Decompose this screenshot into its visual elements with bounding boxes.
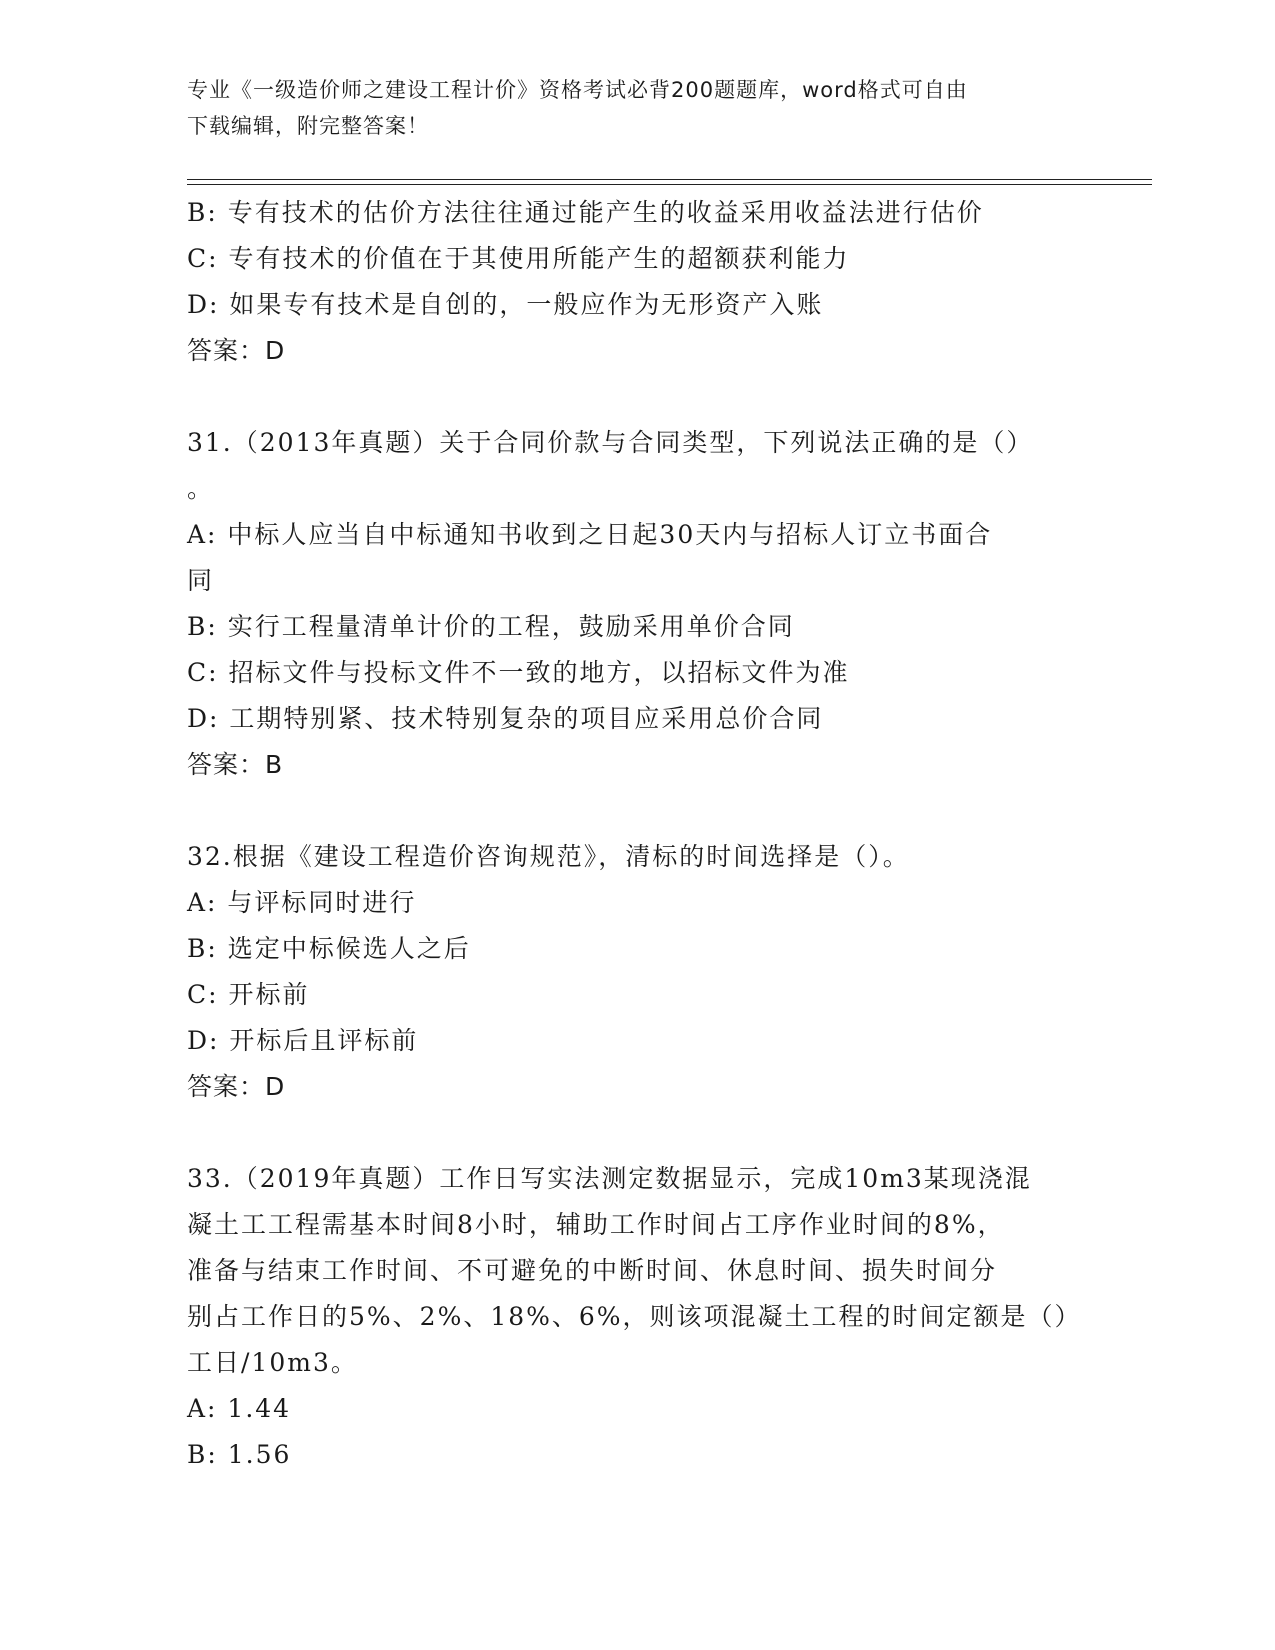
option-c: C: 招标文件与投标文件不一致的地方，以招标文件为准: [187, 658, 850, 687]
option-b: B: 实行工程量清单计价的工程，鼓励采用单价合同: [187, 612, 795, 641]
question-stem-line: 别占工作日的5%、2%、18%、6%，则该项混凝土工程的时间定额是（）: [187, 1302, 1082, 1331]
option-d: D: 如果专有技术是自创的，一般应作为无形资产入账: [187, 290, 824, 319]
option-d: D: 工期特别紧、技术特别复杂的项目应采用总价合同: [187, 704, 824, 733]
option-a: A: 1.44: [187, 1394, 292, 1423]
question-stem-line: 凝土工工程需基本时间8小时，辅助工作时间占工序作业时间的8%，: [187, 1210, 1005, 1239]
question-32: [187, 834, 1067, 1110]
option-b: B: 专有技术的估价方法往往通过能产生的收益采用收益法进行估价: [187, 198, 984, 227]
question-stem-continued: 。: [187, 474, 215, 503]
option-d: D: 开标后且评标前: [187, 1026, 419, 1055]
question-stem-line: 工日/10m3。: [187, 1348, 358, 1377]
question-30: [187, 190, 1067, 374]
header-line-1: 专业《一级造价师之建设工程计价》资格考试必背200题题库，word格式可自由: [187, 78, 968, 102]
header-divider-top: [187, 179, 1152, 180]
answer-label: 答案：D: [187, 336, 286, 365]
question-stem: 32.根据《建设工程造价咨询规范》，清标的时间选择是（）。: [187, 842, 910, 871]
option-b: B: 1.56: [187, 1440, 292, 1469]
question-33: [187, 1156, 1082, 1478]
question-stem-line: 33.（2019年真题）工作日写实法测定数据显示，完成10m3某现浇混: [187, 1164, 1032, 1193]
question-content: [187, 190, 1082, 1478]
header-line-2: 下载编辑，附完整答案！: [187, 114, 429, 138]
option-b: B: 选定中标候选人之后: [187, 934, 471, 963]
option-a: A: 与评标同时进行: [187, 888, 417, 917]
option-c: C: 开标前: [187, 980, 310, 1009]
option-a: A: 中标人应当自中标通知书收到之日起30天内与招标人订立书面合: [187, 520, 993, 549]
answer-label: 答案：B: [187, 750, 284, 779]
answer-label: 答案：D: [187, 1072, 286, 1101]
option-c: C: 专有技术的价值在于其使用所能产生的超额获利能力: [187, 244, 850, 273]
question-stem: 31.（2013年真题）关于合同价款与合同类型，下列说法正确的是（）: [187, 428, 1034, 457]
question-stem-line: 准备与结束工作时间、不可避免的中断时间、休息时间、损失时间分: [187, 1256, 998, 1285]
header-divider-bottom: [187, 184, 1152, 185]
question-31: [187, 420, 1067, 788]
document-header: [187, 72, 1067, 144]
option-a-continued: 同: [187, 566, 215, 595]
